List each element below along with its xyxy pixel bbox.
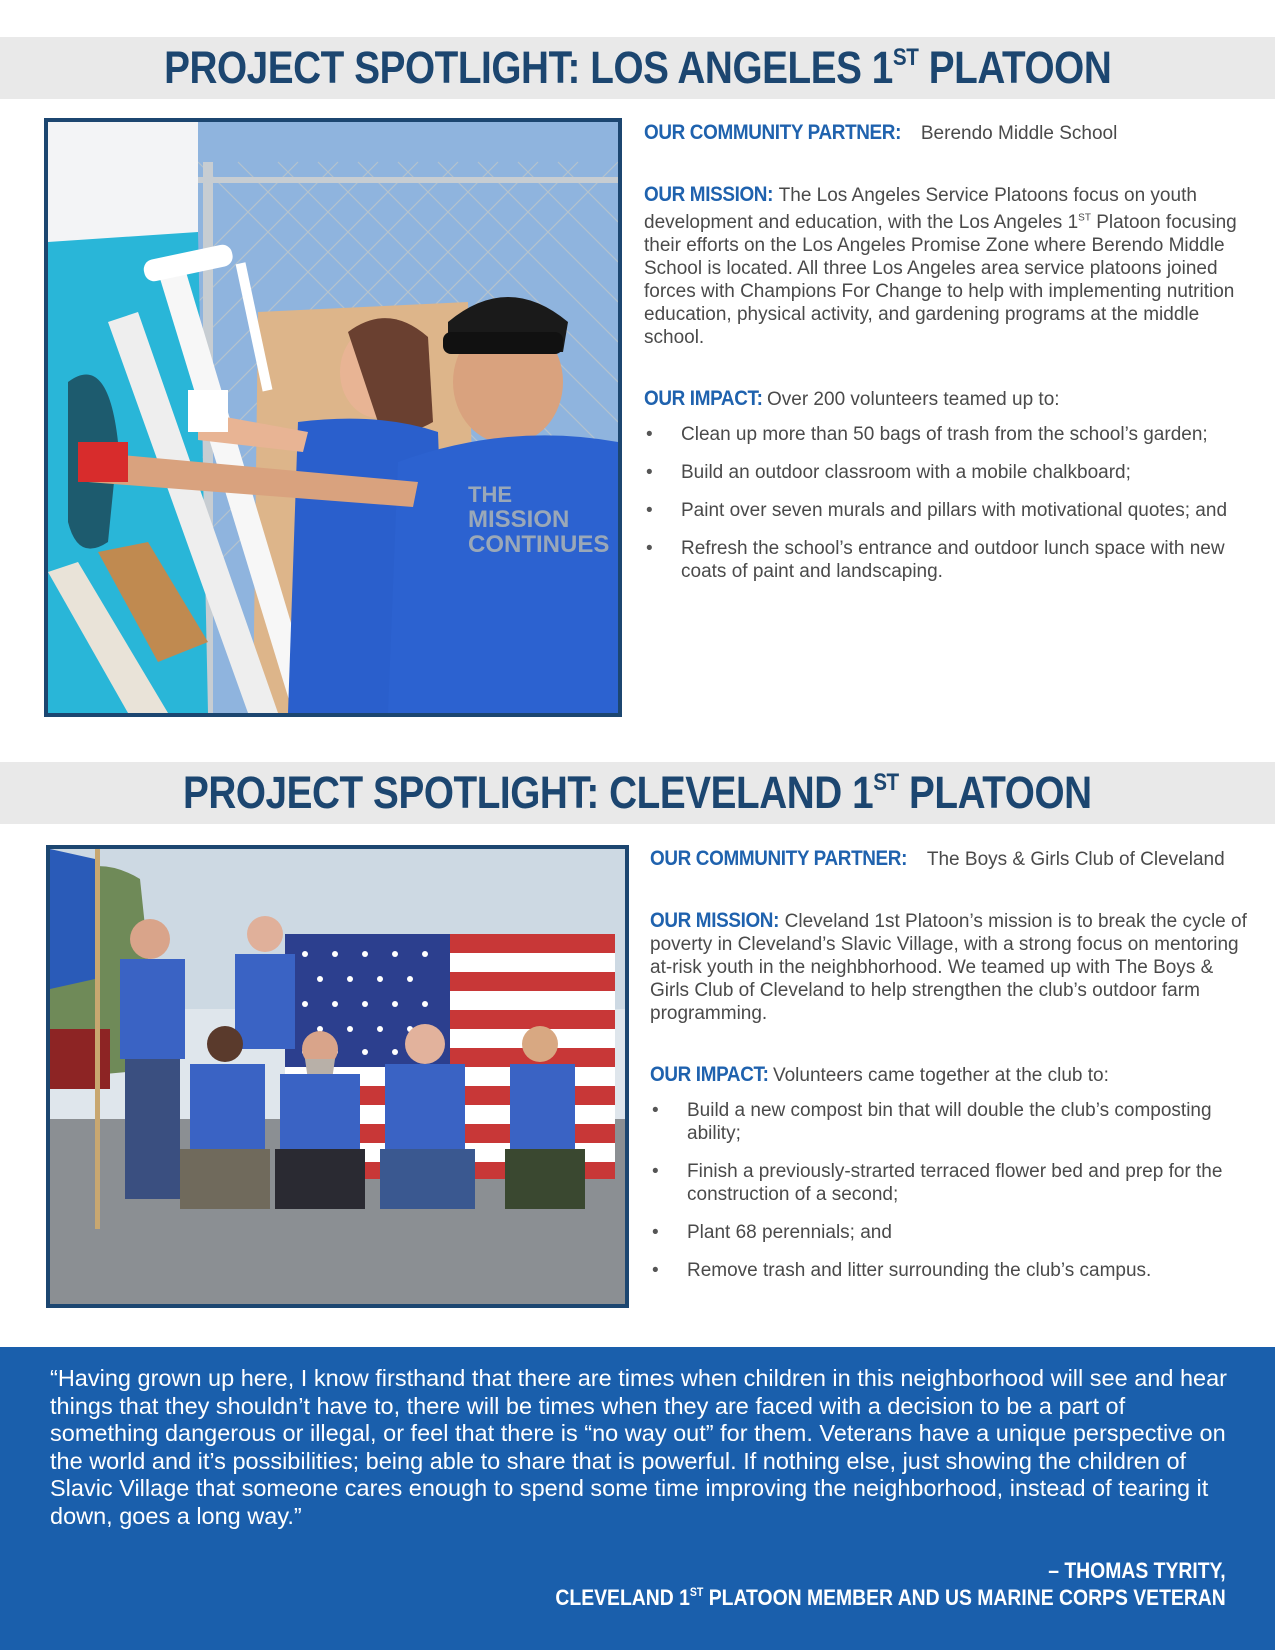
cle-impact	[650, 1063, 1250, 1282]
list-item: • Build an outdoor classroom with a mobile chalkboard;	[644, 461, 1244, 484]
la-title-band	[0, 37, 1275, 99]
svg-text:CONTINUES: CONTINUES	[468, 531, 610, 558]
list-item: • Remove trash and litter surrounding the club’s campus.	[650, 1259, 1250, 1282]
la-impact-intro: Over 200 volunteers teamed up to:	[766, 389, 1060, 411]
la-partner-label: OUR COMMUNITY PARTNER:	[644, 121, 902, 144]
list-item: • Build a new compost bin that will double the club’s composting ability;	[650, 1099, 1250, 1145]
la-mission	[644, 183, 1244, 349]
cle-partner	[650, 847, 1250, 871]
quote-block	[0, 1347, 1275, 1650]
list-item: • Clean up more than 50 bags of trash from the school’s garden;	[644, 423, 1244, 446]
la-impact-label: OUR IMPACT:	[644, 387, 763, 411]
cle-partner-label: OUR COMMUNITY PARTNER:	[650, 847, 908, 870]
svg-text:MISSION: MISSION	[468, 506, 570, 533]
list-item: • Plant 68 perennials; and	[650, 1221, 1250, 1244]
cle-impact-list	[650, 1099, 1250, 1282]
la-section-title: PROJECT SPOTLIGHT: LOS ANGELES 1ST PLATOON	[163, 42, 1112, 93]
cle-impact-label: OUR IMPACT:	[650, 1063, 769, 1086]
la-partner-value: Berendo Middle School	[920, 123, 1118, 144]
list-item: • Refresh the school’s entrance and outdoor lunch space with new coats of paint and landscaping.	[644, 537, 1244, 583]
cle-title-band	[0, 762, 1275, 824]
la-mission-text: The Los Angeles Service Platoons focus on youth development and education, with the Los Angeles 1ST Platoon focusing their efforts on the Los Angeles Promise Zone where Berendo Middle School is located. All three Los Angeles area service platoons joined forces with Champions For Change to help with implementing nutrition education, physical activity, and gardening programs at the middle school.	[644, 185, 1237, 349]
la-impact	[644, 387, 1244, 583]
cle-mission-label: OUR MISSION:	[650, 909, 780, 932]
quote-text: “Having grown up here, I know firsthand that there are times when children in this neighborhood will see and hear things that they shouldn’t have to, there will be times when they are faced with a decision to be a part of something dangerous or illegal, or feel that there is “no way out” for them. Veterans have a unique perspective on the world and it’s possibilities; being able to share that is powerful. If nothing else, just showing the children of Slavic Village that someone cares enough to spend some time improving the neighborhood, instead of tearing it down, goes a long way.”	[50, 1365, 1227, 1529]
cle-group-photo	[46, 845, 629, 1308]
cle-text-column	[650, 847, 1250, 1297]
cle-mission	[650, 909, 1250, 1025]
cle-mission-text: Cleveland 1st Platoon’s mission is to break the cycle of poverty in Cleveland’s Slavic Village, with a strong focus on mentoring at-risk youth in the neighbhorhood. We teamed up with The Boys & Girls Club of Cleveland to help strengthen the club’s outdoor farm programming.	[650, 911, 1247, 1024]
la-volunteers-photo	[44, 118, 622, 717]
quote-author: – THOMAS TYRITY,	[1048, 1558, 1226, 1583]
la-impact-list	[644, 423, 1244, 583]
list-item: • Paint over seven murals and pillars with motivational quotes; and	[644, 499, 1244, 522]
la-partner	[644, 121, 1244, 145]
cle-partner-value: The Boys & Girls Club of Cleveland	[926, 849, 1225, 870]
cle-impact-intro: Volunteers came together at the club to:	[772, 1065, 1109, 1086]
list-item: • Finish a previously-strarted terraced flower bed and prep for the construction of a second;	[650, 1160, 1250, 1206]
svg-text:THE: THE	[468, 482, 512, 507]
cle-section-title: PROJECT SPOTLIGHT: CLEVELAND 1ST PLATOON	[183, 767, 1092, 818]
la-text-column	[644, 121, 1244, 598]
quote-author-role: CLEVELAND 1ST PLATOON MEMBER AND US MARINE CORPS VETERAN	[555, 1585, 1226, 1610]
la-mission-label: OUR MISSION:	[644, 183, 774, 206]
